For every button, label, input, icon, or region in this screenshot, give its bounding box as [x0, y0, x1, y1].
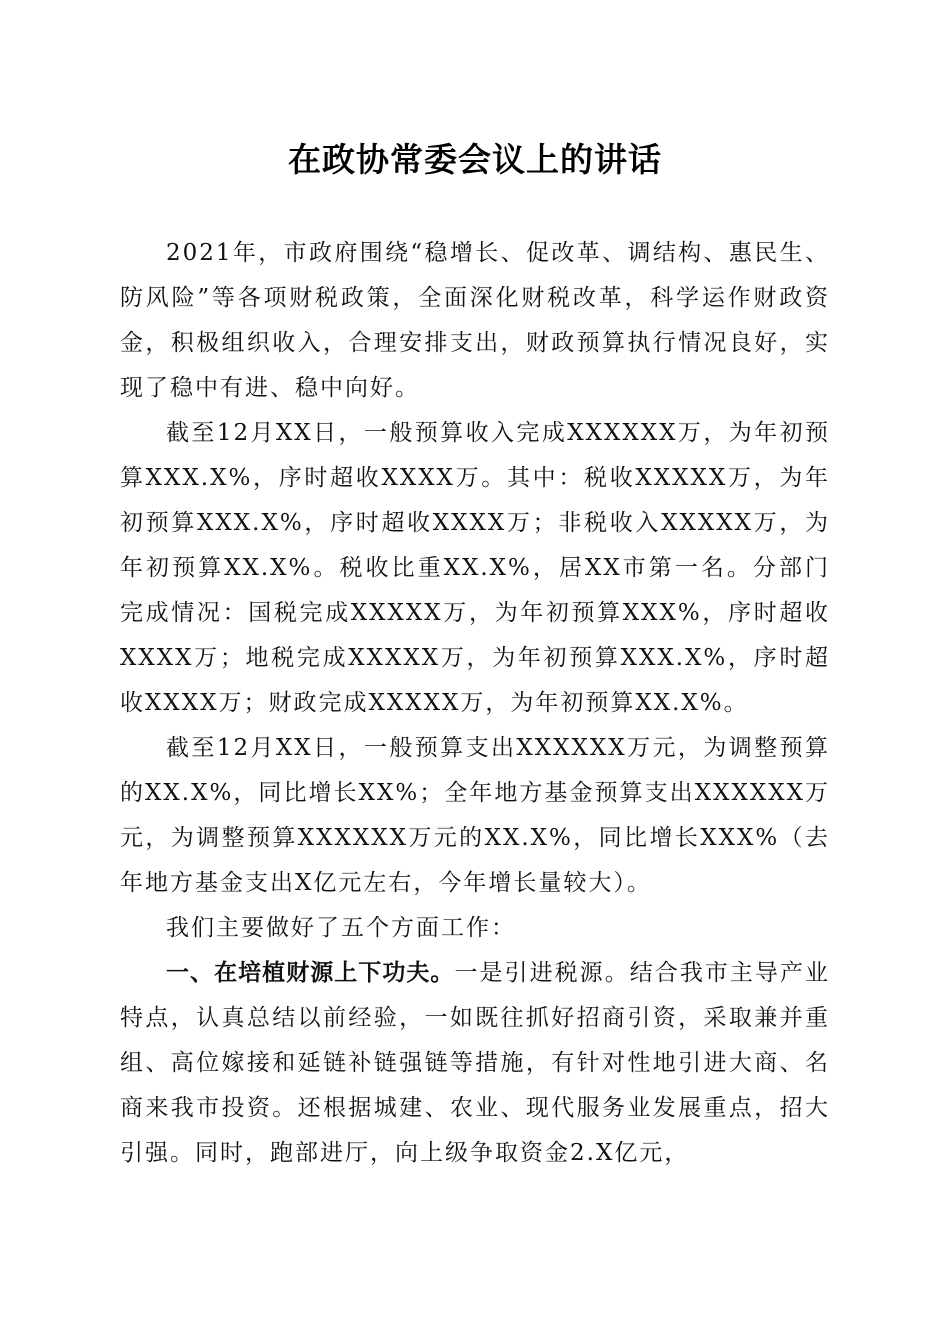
document-body [120, 231, 830, 1176]
paragraph-expenditure: 截至12月XX日，一般预算支出XXXXXX万元，为调整预算的XX.X%，同比增长XX%；全年地方基金预算支出XXXXXX万元，为调整预算XXXXXX万元的XX.X%，同比增长XXX%（去年地方基金支出X亿元左右，今年增长量较大）。 [120, 735, 830, 896]
section-heading: 一、在培植财源上下功夫。 [166, 960, 455, 986]
paragraph-section-one [120, 951, 830, 1176]
paragraph-revenue: 截至12月XX日，一般预算收入完成XXXXXX万，为年初预算XXX.X%，序时超收XXXX万。其中：税收XXXXX万，为年初预算XXX.X%，序时超收XXXX万；非税收入XXXXX万，为年初预算XX.X%。税收比重XX.X%，居XX市第一名。分部门完成情况：国税完成XXXXX万，为年初预算XXX%，序时超收XXXX万；地税完成XXXXX万，为年初预算XXX.X%，序时超收XXXX万；财政完成XXXXX万，为年初预算XX.X%。 [120, 420, 830, 716]
page-title: 在政协常委会议上的讲话 [288, 140, 662, 179]
paragraph-work-summary: 我们主要做好了五个方面工作： [166, 915, 516, 941]
paragraph-intro: 2021年，市政府围绕“稳增长、促改革、调结构、惠民生、防风险”等各项财税政策，全面深化财税改革，科学运作财政资金，积极组织收入，合理安排支出，财政预算执行情况良好，实现了稳中有进、稳中向好。 [120, 240, 830, 401]
section-text: 一是引进税源。结合我市主导产业特点，认真总结以前经验，一如既往抓好招商引资，采取兼并重组、高位嫁接和延链补链强链等措施，有针对性地引进大商、名商来我市投资。还根据城建、农业、现代服务业发展重点，招大引强。同时，跑部进厅，向上级争取资金2.X亿元， [120, 960, 831, 1166]
